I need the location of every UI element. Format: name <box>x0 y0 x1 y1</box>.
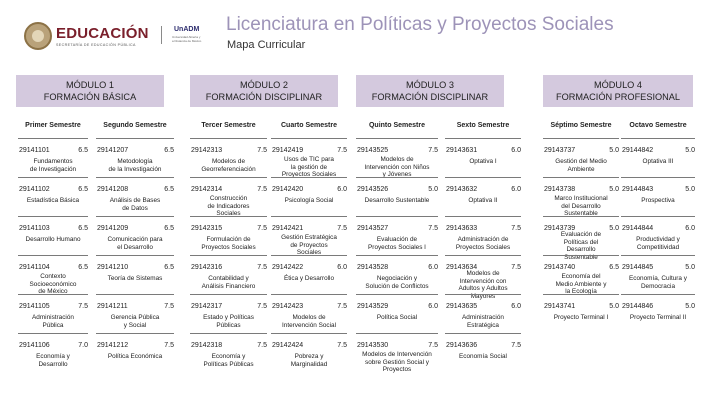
course-name: Modelos de Intervención con Niños y Jóvenes <box>364 156 430 179</box>
course-name: Desarrollo Humano <box>25 236 81 243</box>
course-code: 29142421 <box>272 225 304 232</box>
course-code: 29143631 <box>446 147 478 154</box>
course-code: 29141103 <box>19 225 50 232</box>
course-item <box>445 138 521 177</box>
course-name: Optativa II <box>468 197 498 204</box>
course-credits: 7.5 <box>337 342 347 349</box>
course-item <box>190 333 267 372</box>
course-item <box>543 138 619 177</box>
course-name: Marco Institucional del Desarrollo Sustentable <box>554 195 608 218</box>
course-item <box>445 216 521 255</box>
course-item <box>190 138 267 177</box>
semester-header: Sexto Semestre <box>456 122 510 129</box>
course-credits: 5.0 <box>609 303 619 310</box>
course-name: Política Social <box>376 314 418 321</box>
course-code: 29142315 <box>191 225 223 232</box>
course-credits: 5.0 <box>685 186 695 193</box>
page-title: Licenciatura en Políticas y Proyectos Sociales <box>226 14 614 35</box>
course-credits: 5.0 <box>428 186 438 193</box>
course-name: Fundamentos de Investigación <box>29 158 77 173</box>
course-item <box>96 138 174 177</box>
module-name: FORMACIÓN DISCIPLINAR <box>205 92 323 102</box>
module-name: FORMACIÓN PROFESIONAL <box>555 92 681 102</box>
course-item <box>271 333 347 372</box>
course-name: Economía y Desarrollo <box>36 353 70 368</box>
course-name: Economía, Cultura y Democracia <box>629 275 687 290</box>
course-code: 29141102 <box>19 186 50 193</box>
course-name: Psicología Social <box>284 197 334 204</box>
course-item <box>445 294 521 333</box>
course-code: 29142318 <box>191 342 223 349</box>
course-credits: 7.5 <box>257 225 267 232</box>
course-credits: 5.0 <box>609 186 619 193</box>
course-name: Pobreza y Marginalidad <box>290 353 328 368</box>
module-header <box>543 75 693 107</box>
course-credits: 6.0 <box>337 186 347 193</box>
course-name: Análisis de Bases de Datos <box>109 197 161 212</box>
course-item <box>271 255 347 294</box>
course-item <box>271 294 347 333</box>
semester-header: Segundo Semestre <box>103 122 167 129</box>
course-name: Economía del Medio Ambiente y la Ecología <box>555 273 607 296</box>
course-code: 29141106 <box>19 342 50 349</box>
course-credits: 7.5 <box>164 303 174 310</box>
course-name: Economía Social <box>459 353 507 360</box>
course-code: 29141212 <box>97 342 129 349</box>
course-name: Modelos de Intervención sobre Gestión Social y Proyectos <box>362 351 432 374</box>
course-code: 29143737 <box>544 147 576 154</box>
course-credits: 6.0 <box>511 147 521 154</box>
course-code: 29144846 <box>622 303 654 310</box>
course-name: Prospectiva <box>641 197 675 204</box>
course-code: 29144845 <box>622 264 654 271</box>
semester-column <box>18 138 88 372</box>
page-subtitle: Mapa Curricular <box>227 39 306 51</box>
course-item <box>190 216 267 255</box>
course-item <box>356 294 438 333</box>
course-code: 29141211 <box>97 303 128 310</box>
semester-header: Tercer Semestre <box>201 122 256 129</box>
course-credits: 5.0 <box>609 225 619 232</box>
course-item <box>621 216 695 255</box>
course-name: Desarrollo Sustentable <box>364 197 430 204</box>
course-item <box>271 138 347 177</box>
course-name: Gestión del Medio Ambiente <box>555 158 607 173</box>
course-name: Construcción de Indicadores Sociales <box>207 195 250 218</box>
semester-header: Octavo Semestre <box>629 122 687 129</box>
course-code: 29142423 <box>272 303 304 310</box>
course-code: 29141208 <box>97 186 129 193</box>
module-name: FORMACIÓN BÁSICA <box>43 92 137 102</box>
course-credits: 5.0 <box>685 147 695 154</box>
course-credits: 6.0 <box>428 303 438 310</box>
course-name: Administración Pública <box>32 314 74 329</box>
module-header <box>16 75 164 107</box>
course-code: 29143634 <box>446 264 478 271</box>
unadm-logo-text: UnADM <box>174 26 200 33</box>
module-number: MÓDULO 3 <box>406 80 454 90</box>
course-code: 29143738 <box>544 186 576 193</box>
course-credits: 7.5 <box>257 303 267 310</box>
course-code: 29144842 <box>622 147 654 154</box>
course-item <box>543 177 619 216</box>
course-code: 29144844 <box>622 225 654 232</box>
course-item <box>543 216 619 261</box>
course-credits: 6.5 <box>164 225 174 232</box>
course-item <box>96 333 174 372</box>
semester-header: Séptimo Semestre <box>550 122 612 129</box>
course-credits: 7.5 <box>428 342 438 349</box>
course-code: 29142424 <box>272 342 304 349</box>
course-name: Política Económica <box>107 353 163 360</box>
course-code: 29142314 <box>191 186 223 193</box>
course-name: Teoría de Sistemas <box>107 275 163 282</box>
course-code: 29141209 <box>97 225 129 232</box>
course-credits: 7.5 <box>511 264 521 271</box>
course-item <box>445 255 521 300</box>
course-code: 29142317 <box>191 303 223 310</box>
course-credits: 6.0 <box>511 303 521 310</box>
course-item <box>96 255 174 294</box>
semester-column <box>356 138 438 372</box>
course-name: Proyecto Terminal I <box>553 314 609 321</box>
course-item <box>18 216 88 255</box>
sep-seal-logo <box>24 22 52 50</box>
course-credits: 6.5 <box>164 147 174 154</box>
course-code: 29143526 <box>357 186 389 193</box>
course-credits: 6.5 <box>609 264 619 271</box>
course-credits: 7.5 <box>257 264 267 271</box>
course-name: Metodología de la Investigación <box>108 158 162 173</box>
course-item <box>621 255 695 294</box>
course-credits: 6.0 <box>685 225 695 232</box>
course-credits: 5.0 <box>685 264 695 271</box>
course-code: 29141105 <box>19 303 50 310</box>
course-credits: 5.0 <box>685 303 695 310</box>
course-credits: 6.5 <box>78 186 88 193</box>
course-credits: 6.0 <box>511 186 521 193</box>
course-item <box>18 138 88 177</box>
course-name: Estadística Básica <box>26 197 80 204</box>
course-credits: 6.0 <box>428 264 438 271</box>
course-credits: 7.5 <box>337 225 347 232</box>
module-number: MÓDULO 1 <box>66 80 114 90</box>
course-code: 29142419 <box>272 147 304 154</box>
course-name: Formulación de Proyectos Sociales <box>201 236 256 251</box>
module-number: MÓDULO 4 <box>594 80 642 90</box>
course-credits: 6.5 <box>78 147 88 154</box>
course-credits: 5.0 <box>609 147 619 154</box>
course-credits: 7.0 <box>78 342 88 349</box>
course-item <box>271 216 347 255</box>
course-item <box>18 255 88 294</box>
course-credits: 7.5 <box>257 342 267 349</box>
course-name: Modelos de Intervención con Adultos y Adultos Mayores <box>458 270 508 300</box>
course-code: 29143632 <box>446 186 478 193</box>
course-item <box>18 177 88 216</box>
course-code: 29143525 <box>357 147 389 154</box>
course-item <box>96 177 174 216</box>
course-item <box>621 294 695 333</box>
course-code: 29141207 <box>97 147 129 154</box>
course-name: Economía y Políticas Públicas <box>203 353 254 368</box>
course-name: Usos de TIC para la gestión de Proyectos Sociales <box>281 156 337 179</box>
module-header <box>356 75 504 107</box>
course-code: 29144843 <box>622 186 654 193</box>
course-item <box>18 333 88 372</box>
course-item <box>543 255 619 294</box>
course-code: 29142420 <box>272 186 304 193</box>
course-credits: 7.5 <box>428 147 438 154</box>
course-item <box>190 294 267 333</box>
sep-logo-subtext: SECRETARÍA DE EDUCACIÓN PÚBLICA <box>56 43 136 47</box>
course-credits: 6.5 <box>78 225 88 232</box>
course-credits: 6.0 <box>337 264 347 271</box>
course-name: Proyecto Terminal II <box>629 314 687 321</box>
module-number: MÓDULO 2 <box>240 80 288 90</box>
course-credits: 7.5 <box>164 342 174 349</box>
course-code: 29141210 <box>97 264 129 271</box>
course-item <box>543 294 619 333</box>
course-name: Evaluación de Proyectos Sociales I <box>368 236 426 251</box>
course-name: Contabilidad y Análisis Financiero <box>201 275 256 290</box>
course-item <box>18 294 88 333</box>
course-code: 29142316 <box>191 264 223 271</box>
course-code: 29143530 <box>357 342 389 349</box>
semester-header: Primer Semestre <box>25 122 81 129</box>
course-code: 29141101 <box>19 147 50 154</box>
course-credits: 7.5 <box>337 147 347 154</box>
course-code: 29143529 <box>357 303 389 310</box>
course-item <box>356 216 438 255</box>
course-code: 29143633 <box>446 225 478 232</box>
course-code: 29142422 <box>272 264 304 271</box>
course-code: 29141104 <box>19 264 50 271</box>
course-code: 29143741 <box>544 303 576 310</box>
course-name: Gestión Estratégica de Proyectos Sociales <box>281 234 337 257</box>
course-name: Administración Estratégica <box>462 314 504 329</box>
semester-column <box>543 138 619 372</box>
semester-column <box>96 138 174 372</box>
course-item <box>356 333 438 372</box>
unadm-logo-subtext: Universidad Abierta y a Distancia de México <box>172 35 202 43</box>
course-item <box>356 138 438 177</box>
course-name: Modelos de Georreferenciación <box>201 158 256 173</box>
course-name: Evaluación de Políticas del Desarrollo Sustentable <box>560 231 602 261</box>
course-credits: 7.5 <box>428 225 438 232</box>
course-item <box>621 177 695 216</box>
course-credits: 7.5 <box>511 225 521 232</box>
course-name: Optativa III <box>642 158 674 165</box>
course-name: Negociación y Solución de Conflictos <box>365 275 429 290</box>
course-name: Contexto Socioeconómico de México <box>29 273 77 296</box>
semester-header: Cuarto Semestre <box>280 122 338 129</box>
course-code: 29143739 <box>544 225 576 232</box>
course-code: 29142313 <box>191 147 223 154</box>
semester-column <box>271 138 347 372</box>
course-code: 29143528 <box>357 264 389 271</box>
course-item <box>445 177 521 216</box>
course-code: 29143636 <box>446 342 478 349</box>
course-name: Modelos de Intervención Social <box>282 314 336 329</box>
logo-divider <box>161 26 162 44</box>
course-credits: 7.5 <box>257 186 267 193</box>
course-name: Comunicación para el Desarrollo <box>107 236 163 251</box>
course-credits: 6.5 <box>78 264 88 271</box>
semester-column <box>190 138 267 372</box>
course-code: 29143527 <box>357 225 389 232</box>
course-credits: 6.5 <box>164 264 174 271</box>
semester-column <box>445 138 521 372</box>
semester-header: Quinto Semestre <box>368 122 425 129</box>
course-item <box>96 216 174 255</box>
course-name: Estado y Políticas Públicas <box>203 314 254 329</box>
course-item <box>356 177 438 216</box>
course-credits: 6.5 <box>164 186 174 193</box>
course-name: Optativa I <box>469 158 497 165</box>
module-header <box>190 75 338 107</box>
course-item <box>190 177 267 216</box>
course-item <box>190 255 267 294</box>
page-header <box>0 0 709 66</box>
course-name: Administración de Proyectos Sociales <box>455 236 511 251</box>
course-name: Gerencia Pública y Social <box>110 314 160 329</box>
module-name: FORMACIÓN DISCIPLINAR <box>371 92 489 102</box>
course-code: 29143635 <box>446 303 478 310</box>
course-credits: 7.5 <box>337 303 347 310</box>
course-item <box>271 177 347 216</box>
course-credits: 7.5 <box>78 303 88 310</box>
course-name: Ética y Desarrollo <box>283 275 335 282</box>
course-name: Productividad y Competitividad <box>636 236 680 251</box>
course-credits: 7.5 <box>257 147 267 154</box>
course-item <box>621 138 695 177</box>
course-item <box>96 294 174 333</box>
course-item <box>356 255 438 294</box>
course-credits: 7.5 <box>511 342 521 349</box>
sep-logo-text: EDUCACIÓN <box>56 25 149 42</box>
course-code: 29143740 <box>544 264 576 271</box>
semester-column <box>621 138 695 372</box>
course-item <box>445 333 521 372</box>
